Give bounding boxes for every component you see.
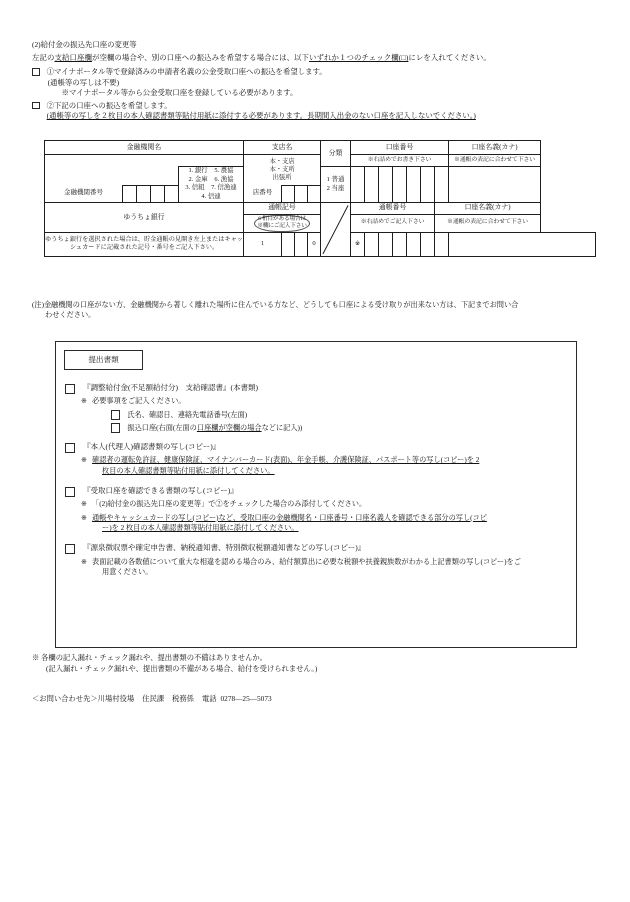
institution-number-cell-2[interactable] [137,185,151,202]
document-title: 『調整給付金(不足額給付分) 支給確認書』(本書類) [83,383,258,392]
yucho-account-holder-note: ※通帳の表記に合わせて下さい [435,214,541,232]
option-1-checkbox[interactable] [32,68,40,76]
document-item [65,486,566,534]
contact-line [32,694,272,705]
document-checkbox[interactable] [65,544,75,554]
contact-division: 住民課 [142,694,165,703]
yucho-number-cell-1[interactable] [365,232,379,256]
note-body [92,513,487,535]
note-mark-icon: ※ [81,557,88,566]
document-item-header[interactable] [65,486,566,497]
header-category-label: 分類 [328,149,343,157]
option-2-checkbox[interactable] [32,102,40,110]
document-note [81,396,566,407]
type-5-no: 5. [214,167,220,174]
institution-number-cell-3[interactable] [151,185,165,202]
account-number-cell-2[interactable] [365,167,379,203]
institution-type-list [179,167,244,203]
type-1-name: 銀行 [194,167,208,174]
lead-underline-1: 支給口座欄 [54,53,92,63]
document-subcheck-row[interactable] [111,410,566,420]
account-number-cell-5[interactable] [407,167,421,203]
header-institution-name: 金融機関名 [45,141,244,155]
note-body [92,455,479,477]
document-note [81,557,566,579]
account-number-cell-6[interactable] [421,167,435,203]
yucho-symbol-note-line-1: 6 桁目がある場合は [258,215,306,222]
yucho-symbol-note [244,214,321,232]
institution-type-row-3 [179,184,243,193]
contact-tel-label: 電話 [201,694,217,703]
account-number-note: ※右詰めでお書き下さい [351,155,449,167]
document-checkbox[interactable] [65,384,75,394]
branch-number-cell-3[interactable] [308,185,321,202]
option-2-row[interactable] [32,101,602,122]
contact-section: 税務係 [172,694,194,703]
type-6-name: 漁協 [220,175,234,183]
document-subcheckbox[interactable] [111,410,120,419]
yucho-number-cell-2[interactable] [379,232,393,256]
option-1-body [47,67,327,99]
yucho-instruction-note: ゆうちょ銀行を選択された場合は、貯金通帳の見開き左上またはキャッシュカードに記載された記号・番号をご記入下さい。 [45,232,244,256]
branch-number-label: 店番号 [244,185,282,202]
contact-tel-number: 0278—25—5073 [220,694,272,703]
note-body-cont: 用意ください。 [102,568,153,577]
section-lead [32,53,602,64]
type-3-no: 3. [185,184,191,192]
table-body-row-bank [45,167,596,186]
branch-kind-cell [244,155,321,186]
footer-line-1: ※ 各欄の記入漏れ・チェック漏れや、提出書類の不備はありませんか。 [32,653,267,662]
footer-line-2: (記入漏れ・チェック漏れや、提出書類の不備がある場合、給付を受けられません。) [46,664,318,674]
note-body: 必要事項をご記入ください。 [92,397,186,406]
document-subcheckbox[interactable] [111,423,120,432]
note-body-cont: ー)を 2 枚目の本人確認書類等貼付用紙に添付してください。 [102,524,299,533]
lead-part3: にレを入れてください。 [408,53,491,63]
form-footer-notes [32,652,604,675]
lead-part2: が空欄の場合や、別の口座への振込みを希望する場合には、以下 [91,53,310,63]
document-checkbox[interactable] [65,487,75,497]
bank-account-table [44,140,596,257]
branch-kind-line-1: 本・支店 [269,157,295,165]
yucho-account-holder-input[interactable] [449,232,596,256]
note-body-main: 表面記載の各数値について重大な相違を認める場合のみ、給付額算出に必要な税額や扶養親族数がわかる上記書類の写し(コピー)をご [92,557,521,566]
table-header-row-1 [45,141,596,155]
note-body [92,557,521,579]
type-5-name: 農協 [220,167,234,174]
document-note [81,455,566,477]
option-1-line-1: ①マイナポータル等で登録済みの申請者名義の公金受取口座への振込を希望します。 [46,66,327,76]
account-number-cell-1[interactable] [351,167,365,203]
category-options-cell [321,167,351,203]
note-body: 「(2)給付金の振込先口座の変更等」で②をチェックした場合のみ添付してください。 [92,500,367,509]
header-category [321,141,351,167]
lead-underline-2: いずれか１つのチェック欄(□) [309,53,409,63]
note-mark-icon: ※ [81,500,88,509]
note-body-cont: 枚目の本人確認書類等貼付用紙に添付してください。 [102,467,275,476]
account-holder-note: ※通帳の表記に合わせて下さい [449,155,541,167]
document-title: 『本人(代理人)確認書類の写し(コピー)』 [83,442,221,452]
option-1-row[interactable] [32,67,602,99]
lead-part1: 左記の [32,53,55,63]
header-account-number: 口座番号 [351,141,449,155]
table-header-row-2 [45,155,596,167]
yucho-symbol-cell-3[interactable] [295,232,308,256]
account-number-cell-7[interactable] [435,167,449,203]
yucho-symbol-cell-4[interactable]: 0 [308,232,321,256]
branch-kind-line-2: 本・支所 [269,166,295,174]
document-subcheck-label: 氏名、確認日、連絡先電話番号(左面) [127,410,248,419]
contact-office: 川場村役場 [97,694,135,703]
type-4-name: 信連 [207,192,221,200]
document-title: 『源泉徴収票や確定申告書、納税通知書、特別徴収税額通知書などの写し(コピー)』 [83,543,366,553]
account-number-cell-4[interactable] [393,167,407,203]
document-item [65,442,566,477]
option-2-body [47,101,476,122]
yucho-passbook-number-note: ※右詰めでご記入下さい [351,214,435,232]
institution-number-cell-1[interactable] [123,185,137,202]
yucho-symbol-cell-2[interactable] [282,232,295,256]
yucho-symbol-extra-cell[interactable]: ※ [351,232,365,256]
document-note-2 [81,513,566,535]
section-title: (2)給付金の振込先口座の変更等 [32,40,137,49]
table-footnote-line-1: (注)金融機関の口座がない方、金融機関から著しく離れた場所に住んでいる方など、どうしても口座による受け取りが出来ない方は、下記までお問い合 [32,301,519,309]
type-3-name: 信組 [191,184,205,192]
note-body-underlined: 通帳やキャッシュカードの写し(コピー)など、受取口座の金融機関名・口座番号・口座名義人を確認できる部分の写し(コピ [92,513,487,522]
yucho-symbol-note-line-2: ※欄にご記入下さい [257,223,307,230]
note-body-underlined: 確認者の運転免許証、健康保険証、マイナンバーカード(表面)、年金手帳、介護保険証、パスポート等の写し(コピー)を 2 [92,456,480,465]
note-mark-icon: ※ [81,456,88,465]
type-2-name: 金庫 [194,175,208,183]
document-item-header[interactable] [65,442,566,453]
document-checkbox[interactable] [65,443,75,453]
institution-number-label: 金融機関番号 [45,185,123,202]
yucho-passbook-symbol-header: 通帳記号 [244,202,321,214]
yucho-number-cell-4[interactable] [407,232,421,256]
yucho-category-blocked [321,202,351,256]
yucho-symbol-cell-1[interactable]: 1 [244,232,282,256]
yucho-header-row [45,202,596,214]
category-option-1: 1 普通 [326,175,345,183]
institution-name-input-top[interactable] [45,155,244,167]
account-number-cell-3[interactable] [379,167,393,203]
section-account-change [32,40,602,122]
option-1-line-3: ※マイナポータル等から公金受取口座を登録している必要があります。 [61,88,298,98]
document-item [65,543,566,578]
branch-number-cell-1[interactable] [282,185,295,202]
document-note [81,499,566,510]
type-7-no: 7. [211,184,216,192]
document-item-header[interactable] [65,383,566,394]
yucho-number-cell-6[interactable] [435,232,449,256]
branch-kind-line-3: 出張所 [272,174,292,182]
yucho-number-cell-3[interactable] [393,232,407,256]
yucho-passbook-number-header: 通帳番号 [351,202,435,214]
document-subcheck-label: 振込口座(右面(左面の口座欄が空欄の場合などに記入)) [127,423,303,432]
institution-type-row-4 [179,193,243,202]
type-1-no: 1. [188,167,194,174]
option-2-line-1: ②下記の口座への振込を希望します。 [46,100,172,110]
institution-name-input[interactable] [45,167,179,186]
note-mark-icon: ※ [81,397,88,406]
header-account-holder: 口座名義(カナ) [449,141,541,155]
institution-type-row-1 [179,167,243,176]
option-1-line-2: (通帳等の写しは不要) [47,77,120,87]
type-2-no: 2. [188,175,194,183]
table-footnote [32,300,604,321]
type-7-name: 信漁連 [217,184,237,192]
document-item [65,383,566,433]
category-option-2: 2 当座 [326,185,345,193]
type-4-no: 4. [201,192,207,200]
option-2-line-2: (通帳等の写しを２枚目の本人確認書類等貼付用紙に添付する必要があります。長期間入出金のない口座を記入しないでください。) [46,111,476,121]
account-holder-input[interactable] [449,167,541,203]
document-title: 『受取口座を確認できる書類の写し(コピー)』 [83,486,238,496]
document-subcheck-row[interactable] [111,423,566,433]
type-6-no: 6. [214,175,220,183]
yucho-bank-name: ゆうちょ銀行 [45,202,244,232]
submission-documents-box [55,341,577,648]
submission-documents-list [56,383,576,586]
note-mark-icon: ※ [81,513,88,522]
submission-documents-tag: 提出書類 [64,350,143,370]
header-branch-name: 支店名 [244,141,321,155]
yucho-account-holder-header: 口座名義(カナ) [435,202,541,214]
contact-label: ＜お問い合わせ先＞ [32,694,98,703]
branch-number-cell-2[interactable] [295,185,308,202]
yucho-number-cell-5[interactable] [421,232,435,256]
institution-number-cell-4[interactable] [165,185,179,202]
table-footnote-line-2: わせください。 [45,311,96,320]
document-item-header[interactable] [65,543,566,554]
institution-type-row-2 [179,176,243,185]
